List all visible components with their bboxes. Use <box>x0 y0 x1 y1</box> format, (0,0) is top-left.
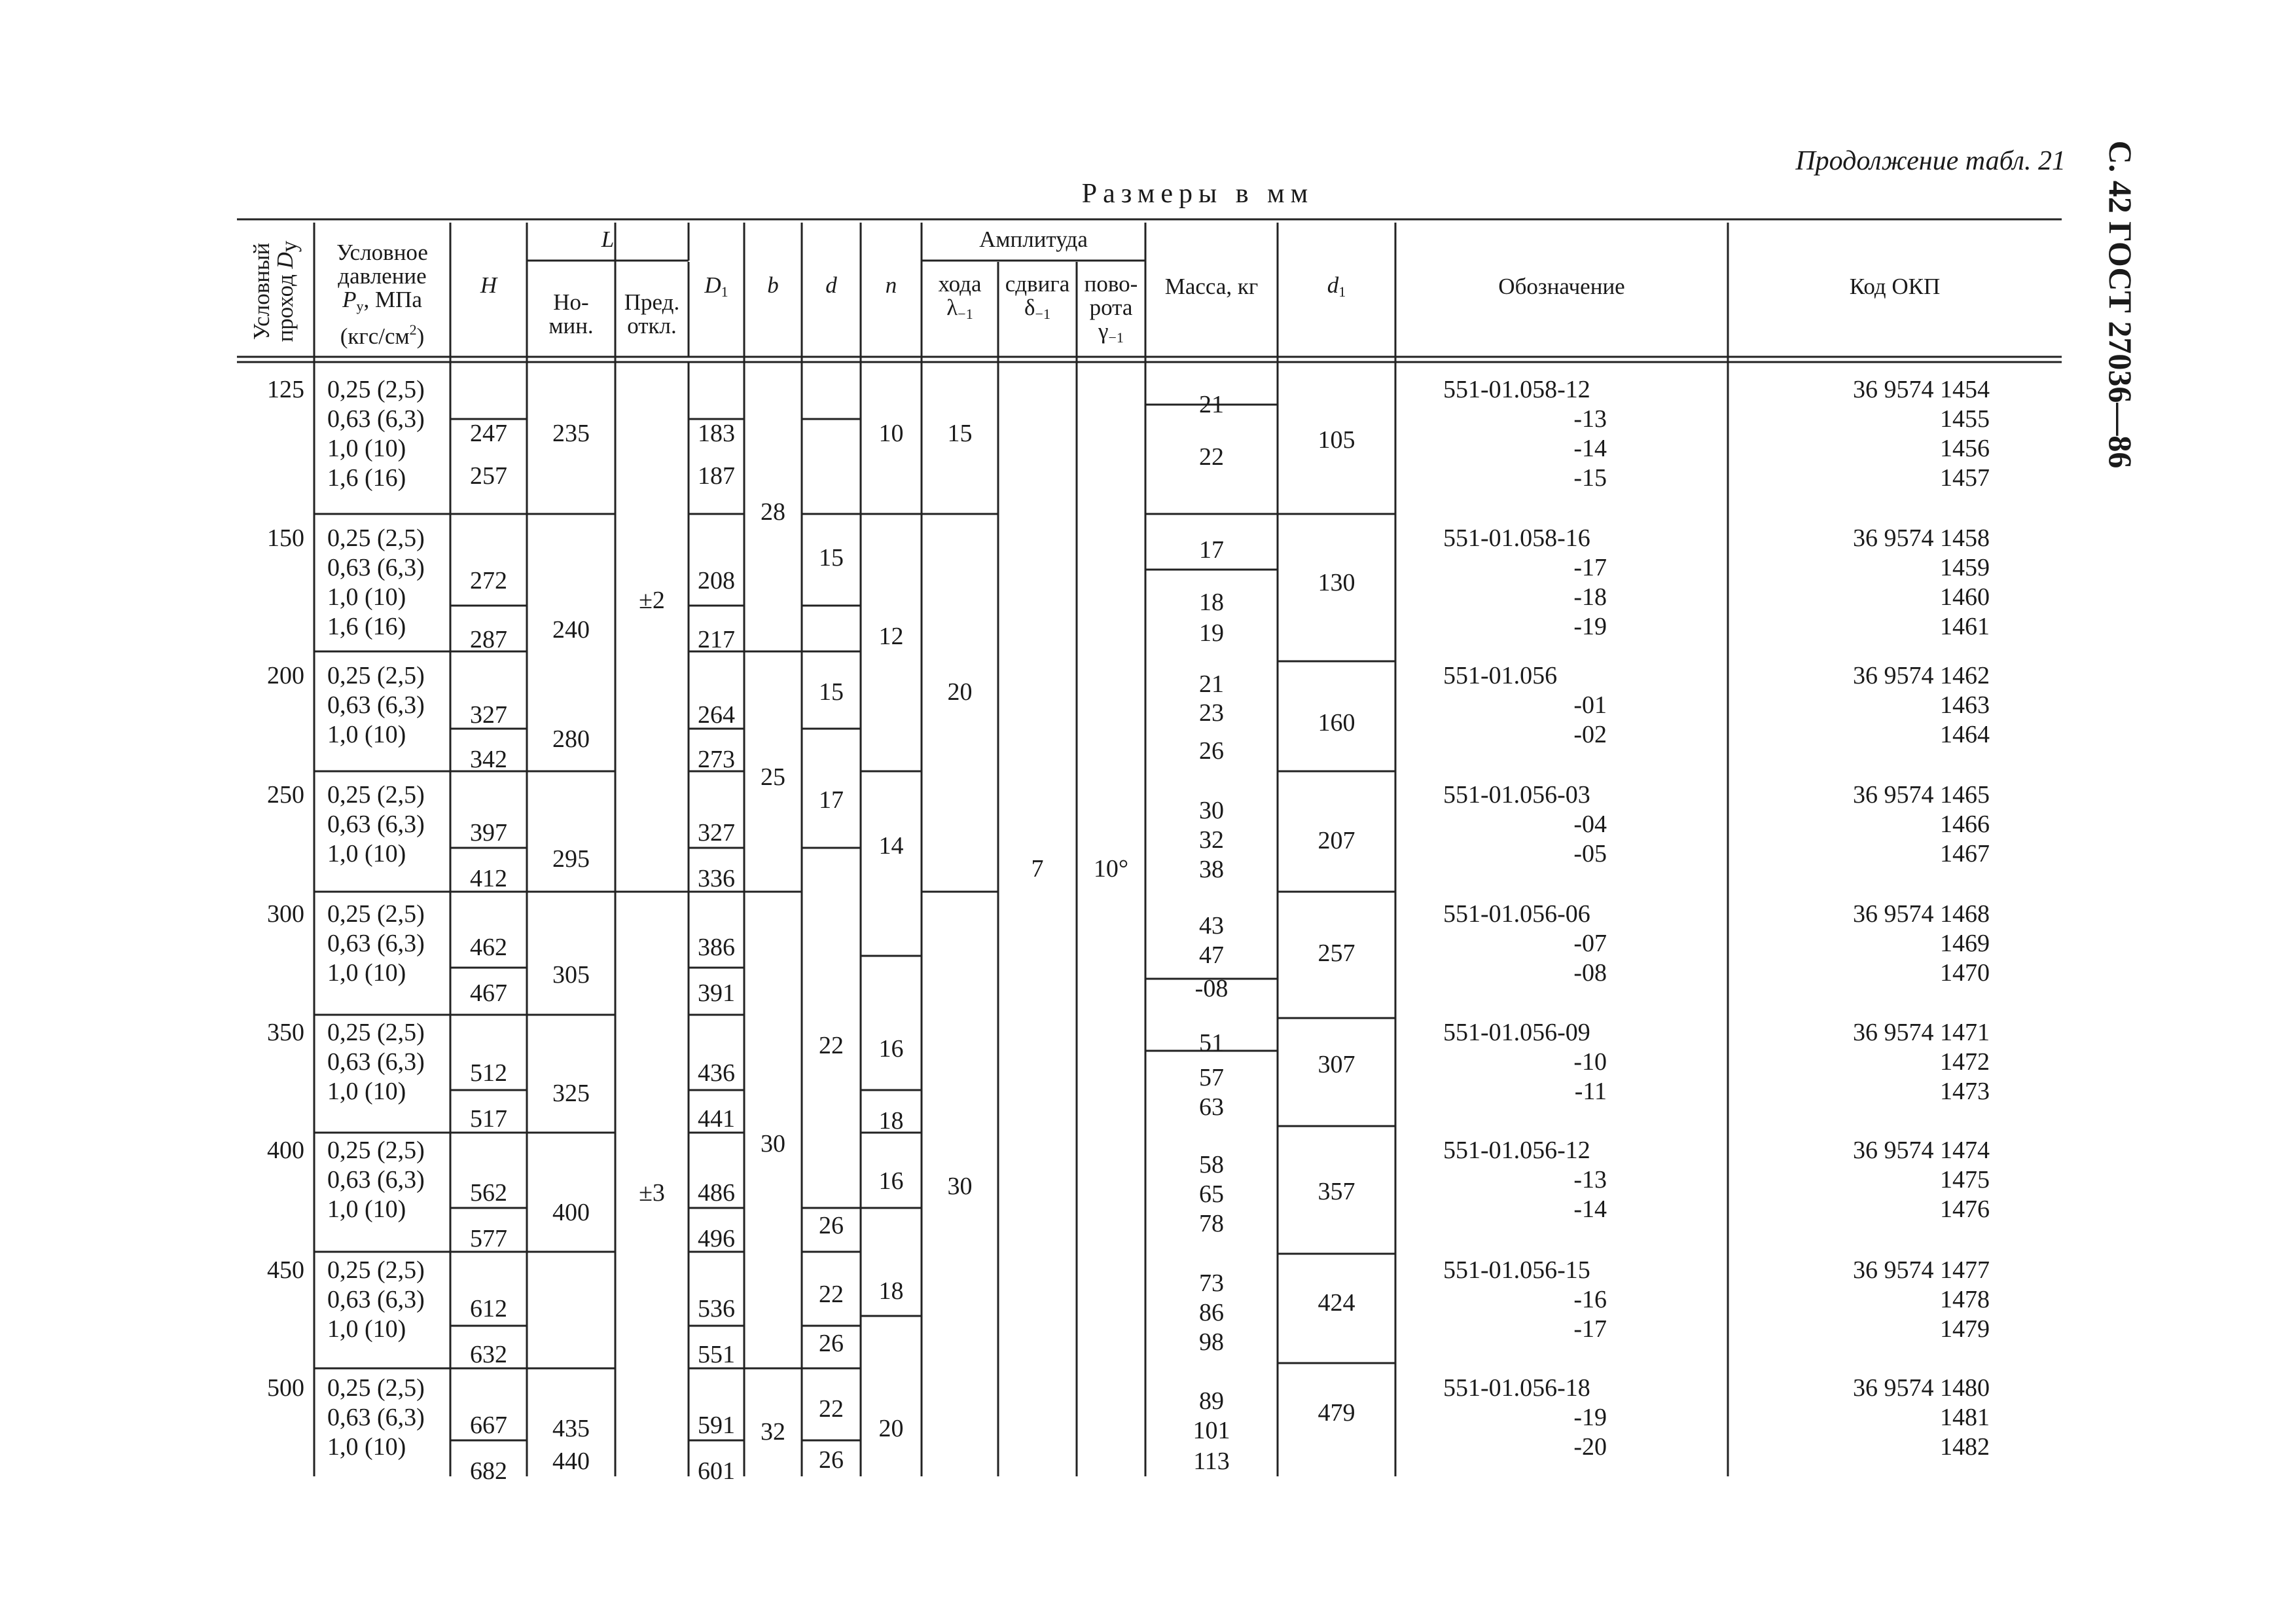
header-n: n <box>885 272 897 298</box>
header-dy-line2 <box>274 241 301 342</box>
cell-mass: 63 <box>1199 1093 1224 1121</box>
cell-h: 632 <box>470 1341 507 1368</box>
cell-designation: 551-01.056-09 <box>1443 1019 1590 1046</box>
cell-mass: 32 <box>1199 826 1224 854</box>
cell-okp: 1476 <box>1940 1195 1990 1223</box>
cell-okp: 1461 <box>1940 613 1990 640</box>
cell-okp: 1470 <box>1940 959 1990 987</box>
cell-designation: -10 <box>1573 1048 1607 1076</box>
cell-mass: 21 <box>1199 670 1224 698</box>
cell-d1-outer: 551 <box>698 1341 735 1368</box>
cell-d1: 479 <box>1318 1399 1355 1427</box>
cell-l-nominal: 305 <box>552 961 590 989</box>
cell-h: 517 <box>470 1105 507 1133</box>
cell-h: 577 <box>470 1225 507 1252</box>
header-d1-outer-symbol: D <box>704 272 721 298</box>
header-d1-sub: 1 <box>1338 283 1346 300</box>
cell-d1-outer: 441 <box>698 1105 735 1133</box>
cell-okp: 36 9574 1465 <box>1853 781 1990 809</box>
cell-mass: 58 <box>1199 1151 1224 1178</box>
cell-h: 272 <box>470 567 507 594</box>
header-dy-sub: у <box>276 240 302 253</box>
cell-mass: 101 <box>1193 1417 1230 1444</box>
cell-d1-outer: 327 <box>698 819 735 847</box>
cell-okp: 1463 <box>1940 691 1990 719</box>
cell-okp: 1479 <box>1940 1315 1990 1343</box>
cell-mass: 38 <box>1199 856 1224 883</box>
cell-pressure: 0,25 (2,5) <box>327 524 425 552</box>
cell-dy: 450 <box>267 1256 304 1284</box>
cell-h: 562 <box>470 1179 507 1207</box>
header-designation: Обозначение <box>1498 274 1625 299</box>
cell-designation: -04 <box>1573 811 1607 838</box>
cell-designation: 551-01.056-18 <box>1443 1374 1590 1402</box>
cell-d: 22 <box>819 1395 844 1423</box>
cell-amp-rotation: 10° <box>1093 855 1129 883</box>
cell-pressure: 0,63 (6,3) <box>327 405 425 433</box>
cell-mass: -08 <box>1194 975 1229 1002</box>
cell-designation: -13 <box>1573 405 1607 433</box>
header-dy-word: проход <box>272 274 298 342</box>
cell-b: 28 <box>761 498 785 526</box>
cell-d1-outer: 208 <box>698 567 735 594</box>
cell-l-nominal: 440 <box>552 1448 590 1475</box>
header-l-deviation-line1: Пред. <box>624 289 680 315</box>
cell-okp: 1472 <box>1940 1048 1990 1076</box>
cell-designation: -17 <box>1573 1315 1607 1343</box>
cell-mass: 86 <box>1199 1299 1224 1326</box>
cell-pressure: 0,63 (6,3) <box>327 554 425 581</box>
cell-amp-stroke: 30 <box>947 1173 973 1200</box>
cell-pressure: 0,25 (2,5) <box>327 1019 425 1046</box>
cell-b: 32 <box>761 1418 785 1446</box>
cell-okp: 36 9574 1458 <box>1853 524 1990 552</box>
cell-mass: 65 <box>1199 1180 1224 1208</box>
cell-amp-stroke: 20 <box>947 678 973 706</box>
cell-h: 397 <box>470 819 507 847</box>
header-amp-stroke-symbol: λ <box>946 295 958 320</box>
cell-pressure: 1,0 (10) <box>327 1433 406 1461</box>
cell-mass: 113 <box>1193 1448 1230 1475</box>
cell-dy: 200 <box>267 662 304 689</box>
cell-d1-outer: 187 <box>698 462 735 490</box>
cell-designation: -19 <box>1573 1404 1607 1431</box>
cell-h: 682 <box>470 1457 507 1485</box>
cell-mass: 26 <box>1199 737 1224 765</box>
cell-designation: -13 <box>1573 1166 1607 1194</box>
cell-d1-outer: 391 <box>698 979 735 1007</box>
header-amp-stroke <box>922 272 998 326</box>
header-amp-rotation-symbol: γ <box>1098 318 1109 344</box>
cell-okp: 1460 <box>1940 583 1990 611</box>
cell-h: 467 <box>470 979 507 1007</box>
cell-okp: 1467 <box>1940 840 1990 867</box>
cell-d1: 357 <box>1318 1178 1355 1205</box>
header-py-line2: давление <box>338 263 427 289</box>
cell-designation: -14 <box>1573 435 1607 462</box>
cell-okp: 1469 <box>1940 930 1990 957</box>
header-amplitude: Амплитуда <box>979 227 1088 252</box>
cell-l-nominal: 435 <box>552 1415 590 1442</box>
cell-d1-outer: 183 <box>698 420 735 447</box>
cell-l-nominal: 295 <box>552 845 590 873</box>
cell-mass: 78 <box>1199 1210 1224 1237</box>
cell-b: 25 <box>761 763 785 791</box>
cell-d1-outer: 217 <box>698 626 735 653</box>
cell-d1-outer: 486 <box>698 1179 735 1207</box>
header-d1 <box>1278 274 1395 304</box>
header-py-unit: , МПа <box>363 287 422 312</box>
cell-mass: 51 <box>1199 1029 1224 1057</box>
cell-n: 10 <box>878 420 904 447</box>
units-caption: Размеры в мм <box>1081 179 1314 209</box>
header-l-deviation-line2: откл. <box>627 313 677 338</box>
header-l-nominal-line2: мин. <box>548 313 594 338</box>
header-amp-stroke-line1: хода <box>938 271 982 297</box>
cell-l-nominal: 235 <box>552 420 590 447</box>
header-d1-outer-sub: 1 <box>721 283 728 300</box>
header-l-nominal-line1: Но- <box>553 289 589 315</box>
cell-pressure: 0,63 (6,3) <box>327 930 425 957</box>
cell-okp: 36 9574 1454 <box>1853 376 1990 403</box>
header-py-symbol: P <box>342 287 357 312</box>
header-amp-shift-sub: −1 <box>1035 306 1050 322</box>
header-py-line1: Условное <box>336 240 428 265</box>
cell-pressure: 1,0 (10) <box>327 1195 406 1223</box>
cell-designation: 551-01.058-16 <box>1443 524 1590 552</box>
cell-d: 26 <box>819 1330 844 1357</box>
cell-pressure: 0,25 (2,5) <box>327 781 425 809</box>
header-d1-outer <box>689 274 744 304</box>
header-amp-shift-symbol: δ <box>1024 295 1035 320</box>
cell-mass: 30 <box>1199 797 1224 824</box>
cell-d: 15 <box>819 678 844 706</box>
cell-l-deviation: ±2 <box>639 587 665 614</box>
cell-d1: 257 <box>1318 939 1355 967</box>
header-dy-symbol: D <box>272 252 298 269</box>
cell-okp: 1481 <box>1940 1404 1990 1431</box>
cell-h: 612 <box>470 1295 507 1322</box>
header-py-sup: 2 <box>409 321 417 338</box>
cell-d1-outer: 591 <box>698 1412 735 1439</box>
cell-d1: 130 <box>1318 569 1355 596</box>
cell-okp: 1466 <box>1940 811 1990 838</box>
cell-d: 17 <box>819 786 844 814</box>
cell-designation: 551-01.056-12 <box>1443 1137 1590 1164</box>
cell-pressure: 1,6 (16) <box>327 613 406 640</box>
cell-h: 462 <box>470 934 507 961</box>
cell-d1-outer: 496 <box>698 1225 735 1252</box>
header-amp-shift-line2 <box>998 296 1077 326</box>
cell-h: 287 <box>470 626 507 653</box>
cell-l-nominal: 400 <box>552 1199 590 1226</box>
cell-h: 412 <box>470 865 507 892</box>
cell-designation: -15 <box>1573 464 1607 492</box>
cell-mass: 23 <box>1199 699 1224 727</box>
cell-designation: -18 <box>1573 583 1607 611</box>
cell-d1: 207 <box>1318 827 1355 854</box>
cell-h: 247 <box>470 420 507 447</box>
cell-pressure: 0,63 (6,3) <box>327 1286 425 1313</box>
header-b: b <box>767 272 779 298</box>
cell-okp: 36 9574 1477 <box>1853 1256 1990 1284</box>
cell-mass: 17 <box>1199 536 1224 564</box>
cell-pressure: 1,0 (10) <box>327 959 406 987</box>
cell-mass: 43 <box>1199 912 1224 939</box>
cell-dy: 150 <box>267 524 304 552</box>
cell-pressure: 0,63 (6,3) <box>327 691 425 719</box>
cell-okp: 1478 <box>1940 1286 1990 1313</box>
cell-amp-stroke: 15 <box>947 420 973 447</box>
cell-amp-shift: 7 <box>1031 855 1044 883</box>
cell-pressure: 0,63 (6,3) <box>327 1048 425 1076</box>
cell-d: 15 <box>819 544 844 572</box>
cell-n: 14 <box>878 832 904 860</box>
header-dy-line1: Условный <box>249 242 274 340</box>
cell-designation: -14 <box>1573 1195 1607 1223</box>
header-amp-rotation <box>1077 272 1145 350</box>
cell-mass: 47 <box>1199 941 1224 969</box>
side-title-text: С. 42 ГОСТ 27036—86 <box>2102 140 2139 469</box>
cell-pressure: 1,0 (10) <box>327 435 406 462</box>
cell-pressure: 0,63 (6,3) <box>327 1404 425 1431</box>
cell-d1-outer: 436 <box>698 1059 735 1087</box>
cell-okp: 1482 <box>1940 1433 1990 1461</box>
cell-okp: 1455 <box>1940 405 1990 433</box>
header-amp-rotation-line3 <box>1077 319 1145 350</box>
cell-d: 26 <box>819 1446 844 1474</box>
cell-pressure: 0,25 (2,5) <box>327 1256 425 1284</box>
page-side-title <box>2081 140 2160 469</box>
cell-d1-outer: 601 <box>698 1457 735 1485</box>
cell-pressure: 1,0 (10) <box>327 583 406 611</box>
cell-pressure: 0,25 (2,5) <box>327 376 425 403</box>
header-py-unit-open: (кгс/см <box>340 323 410 349</box>
cell-okp: 1459 <box>1940 554 1990 581</box>
header-h: H <box>480 272 497 298</box>
cell-d1-outer: 273 <box>698 746 735 773</box>
cell-d: 22 <box>819 1032 844 1059</box>
cell-b: 30 <box>761 1130 785 1158</box>
cell-mass: 57 <box>1199 1064 1224 1091</box>
cell-l-deviation: ±3 <box>639 1179 665 1207</box>
header-okp: Код ОКП <box>1849 274 1941 299</box>
header-dy <box>237 226 314 357</box>
cell-okp: 1457 <box>1940 464 1990 492</box>
cell-okp: 1464 <box>1940 721 1990 748</box>
cell-n: 12 <box>878 623 904 650</box>
cell-n: 18 <box>878 1277 904 1305</box>
cell-okp: 36 9574 1462 <box>1853 662 1990 689</box>
cell-d1-outer: 386 <box>698 934 735 961</box>
cell-d1: 424 <box>1318 1289 1355 1317</box>
cell-dy: 350 <box>267 1019 304 1046</box>
cell-designation: -20 <box>1573 1433 1607 1461</box>
cell-pressure: 0,25 (2,5) <box>327 1374 425 1402</box>
cell-designation: -07 <box>1573 930 1607 957</box>
cell-pressure: 0,25 (2,5) <box>327 662 425 689</box>
header-py-line4 <box>314 318 450 348</box>
cell-d1: 307 <box>1318 1051 1355 1078</box>
header-amp-rotation-sub: −1 <box>1108 329 1124 346</box>
cell-okp: 1475 <box>1940 1166 1990 1194</box>
cell-h: 342 <box>470 746 507 773</box>
cell-okp: 36 9574 1480 <box>1853 1374 1990 1402</box>
cell-designation: 551-01.058-12 <box>1443 376 1590 403</box>
cell-mass: 89 <box>1199 1387 1224 1415</box>
cell-designation: -16 <box>1573 1286 1607 1313</box>
cell-pressure: 1,0 (10) <box>327 840 406 867</box>
header-l: L <box>601 227 615 252</box>
cell-pressure: 1,6 (16) <box>327 464 406 492</box>
cell-okp: 36 9574 1474 <box>1853 1137 1990 1164</box>
cell-designation: -01 <box>1573 691 1607 719</box>
cell-designation: 551-01.056 <box>1443 662 1558 689</box>
header-d1-symbol: d <box>1327 272 1339 298</box>
cell-designation: -08 <box>1573 959 1607 987</box>
header-l-deviation <box>615 291 689 338</box>
cell-okp: 36 9574 1471 <box>1853 1019 1990 1046</box>
cell-d: 22 <box>819 1281 844 1308</box>
cell-n: 20 <box>878 1415 904 1442</box>
cell-dy: 300 <box>267 900 304 928</box>
cell-dy: 250 <box>267 781 304 809</box>
cell-pressure: 0,63 (6,3) <box>327 811 425 838</box>
header-amp-rotation-line1: пово- <box>1084 271 1138 297</box>
cell-designation: -05 <box>1573 840 1607 867</box>
cell-n: 16 <box>878 1035 904 1063</box>
header-amp-rotation-line2: рота <box>1089 295 1133 320</box>
header-amp-shift <box>998 272 1077 326</box>
header-amp-stroke-sub: −1 <box>958 306 973 322</box>
cell-designation: -11 <box>1574 1078 1607 1105</box>
cell-pressure: 0,63 (6,3) <box>327 1166 425 1194</box>
cell-d1-outer: 264 <box>698 701 735 729</box>
header-py-unit-close: ) <box>416 323 425 349</box>
header-py <box>314 241 450 348</box>
cell-d: 26 <box>819 1212 844 1239</box>
cell-n: 18 <box>878 1107 904 1135</box>
cell-pressure: 1,0 (10) <box>327 1078 406 1105</box>
cell-designation: -19 <box>1573 613 1607 640</box>
header-mass: Масса, кг <box>1164 274 1259 299</box>
cell-dy: 500 <box>267 1374 304 1402</box>
cell-d1: 105 <box>1318 426 1355 454</box>
cell-mass: 21 <box>1199 391 1224 418</box>
cell-designation: 551-01.056-15 <box>1443 1256 1590 1284</box>
cell-mass: 19 <box>1199 619 1224 647</box>
cell-h: 512 <box>470 1059 507 1087</box>
cell-d1-outer: 536 <box>698 1295 735 1322</box>
header-amp-stroke-line2 <box>922 296 998 326</box>
header-py-line3 <box>314 288 450 318</box>
cell-mass: 98 <box>1199 1328 1224 1356</box>
cell-designation: -02 <box>1573 721 1607 748</box>
cell-designation: 551-01.056-03 <box>1443 781 1590 809</box>
cell-okp: 36 9574 1468 <box>1853 900 1990 928</box>
cell-l-nominal: 280 <box>552 725 590 753</box>
cell-okp: 1473 <box>1940 1078 1990 1105</box>
cell-l-nominal: 240 <box>552 616 590 644</box>
cell-h: 257 <box>470 462 507 490</box>
cell-okp: 1456 <box>1940 435 1990 462</box>
cell-pressure: 0,25 (2,5) <box>327 900 425 928</box>
cell-dy: 400 <box>267 1137 304 1164</box>
cell-mass: 73 <box>1199 1269 1224 1297</box>
cell-mass: 18 <box>1199 589 1224 616</box>
cell-h: 667 <box>470 1412 507 1439</box>
header-l-nominal <box>527 291 615 338</box>
cell-designation: -17 <box>1573 554 1607 581</box>
table-continuation-caption: Продолжение табл. 21 <box>1795 146 2066 176</box>
cell-d1-outer: 336 <box>698 865 735 892</box>
cell-pressure: 1,0 (10) <box>327 1315 406 1343</box>
cell-l-nominal: 325 <box>552 1080 590 1107</box>
cell-h: 327 <box>470 701 507 729</box>
cell-d1: 160 <box>1318 709 1355 737</box>
header-py-sub: у <box>356 298 364 314</box>
cell-pressure: 0,25 (2,5) <box>327 1137 425 1164</box>
cell-n: 16 <box>878 1167 904 1195</box>
cell-designation: 551-01.056-06 <box>1443 900 1590 928</box>
cell-dy: 125 <box>267 376 304 403</box>
header-d: d <box>825 272 837 298</box>
header-amp-shift-line1: сдвига <box>1005 271 1070 297</box>
cell-pressure: 1,0 (10) <box>327 721 406 748</box>
cell-mass: 22 <box>1199 443 1224 471</box>
